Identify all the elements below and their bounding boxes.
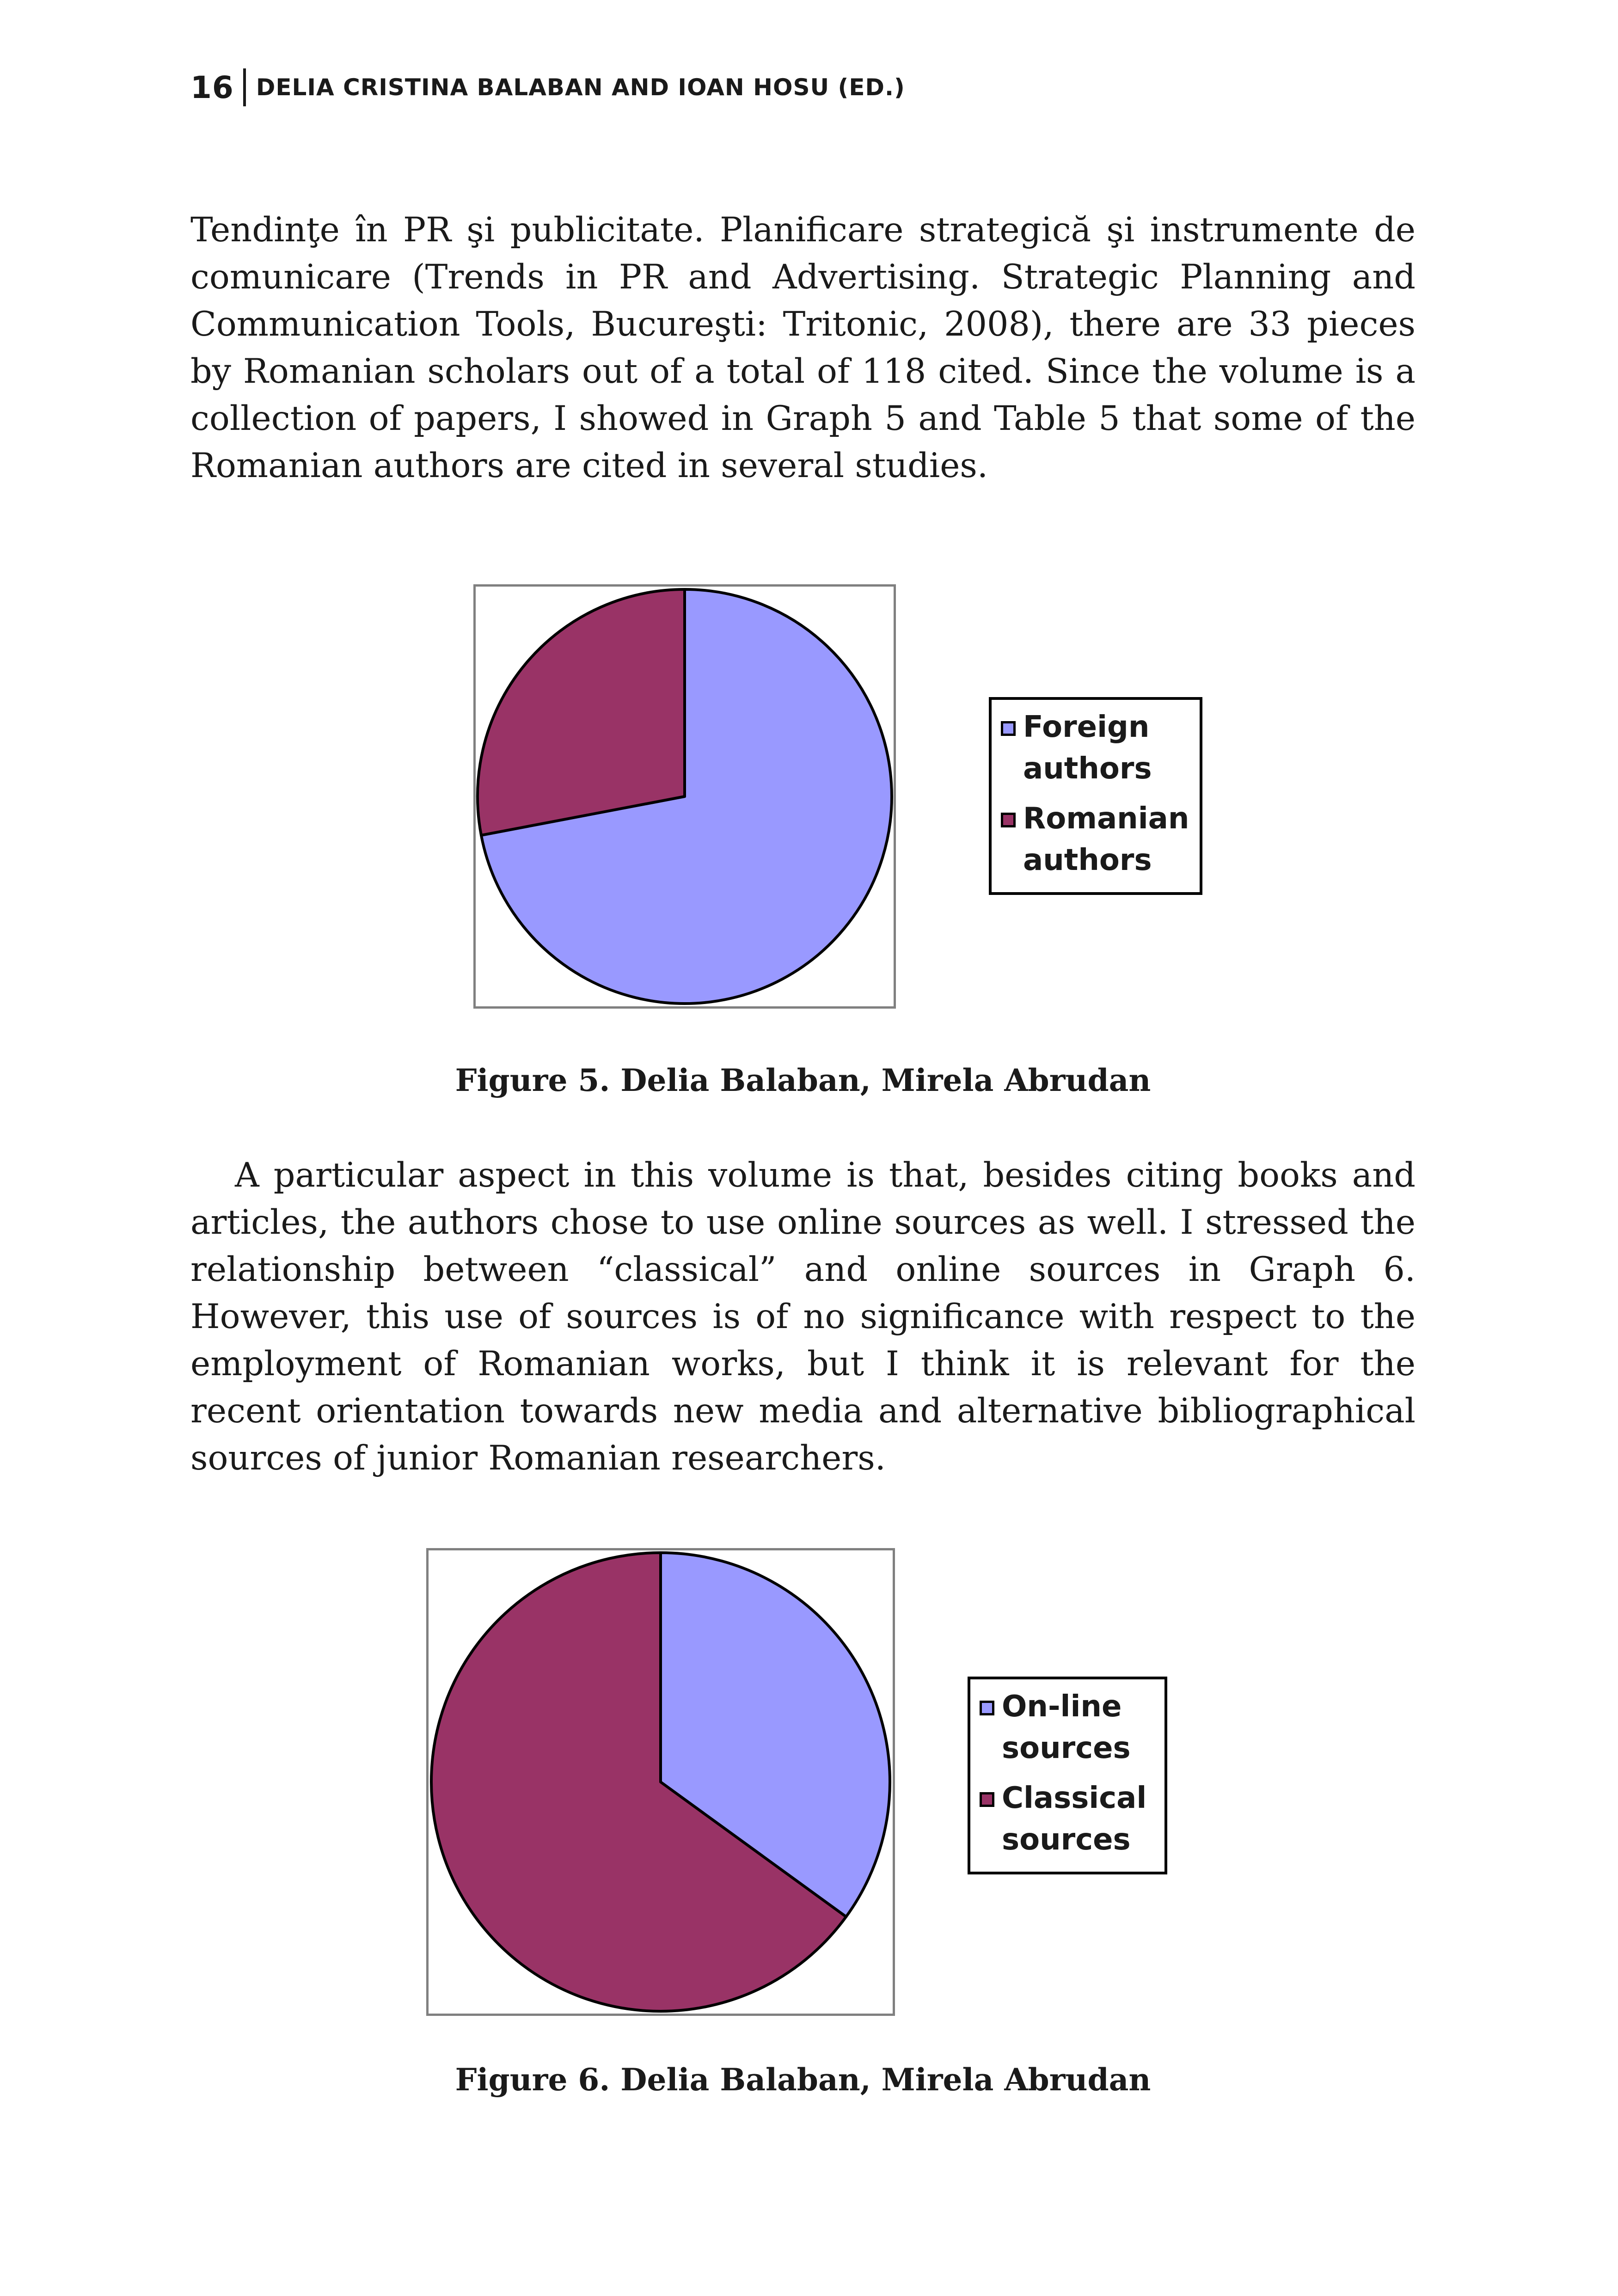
legend-label-online-sources: On-line sources bbox=[1002, 1690, 1131, 1765]
figure5-pie-svg bbox=[476, 587, 894, 1006]
figure5-chart bbox=[473, 584, 896, 1009]
body-paragraph-2: A particular aspect in this volume is that, besides citing books and articles, the authors chose to use online sources as well. I stressed the relationship between “classical” and online sources in Graph 6. However, this use of sources is of no significance with respect to the employment of Romanian works, but I think it is relevant for the recent orientation towards new media and alternative bibliographical sources of junior Romanian researchers. bbox=[190, 1156, 1416, 1478]
page-number: 16 bbox=[190, 69, 234, 105]
legend-item-romanian-authors bbox=[1001, 798, 1191, 881]
figure6-pie-svg bbox=[429, 1550, 893, 2014]
header-authors: DELIA CRISTINA BALABAN AND IOAN HOSU (ED.) bbox=[256, 74, 905, 101]
figure6-caption: Figure 6. Delia Balaban, Mirela Abrudan bbox=[455, 2062, 1151, 2098]
legend-swatch-classical-sources bbox=[980, 1792, 994, 1807]
figure6-chart bbox=[426, 1548, 895, 2016]
legend-label-romanian-authors: Romanian authors bbox=[1023, 802, 1189, 877]
figure5-legend bbox=[989, 697, 1202, 895]
legend-swatch-romanian-authors bbox=[1001, 813, 1016, 827]
body-paragraph-1: Tendinţe în PR şi publicitate. Planificare strategică şi instrumente de comunicare (Trends in PR and Advertising. Strategic Planning and Communication Tools, Bucureşti: Tritonic, 2008), there are 33 pieces by Romanian scholars out of a total of 118 cited. Since the volume is a collection of papers, I showed in Graph 5 and Table 5 that some of the Romanian authors are cited in several studies. bbox=[190, 210, 1416, 485]
legend-swatch-online-sources bbox=[980, 1701, 994, 1715]
legend-item-foreign-authors bbox=[1001, 706, 1191, 790]
legend-label-foreign-authors: Foreign authors bbox=[1023, 710, 1152, 786]
running-head bbox=[190, 68, 905, 106]
header-divider bbox=[243, 68, 246, 106]
legend-item-online-sources bbox=[980, 1686, 1156, 1769]
pie-slice-romanian-authors bbox=[478, 589, 685, 835]
figure5-caption: Figure 5. Delia Balaban, Mirela Abrudan bbox=[455, 1062, 1151, 1098]
figure6-legend bbox=[968, 1677, 1167, 1874]
legend-item-classical-sources bbox=[980, 1777, 1156, 1861]
legend-label-classical-sources: Classical sources bbox=[1002, 1781, 1147, 1857]
legend-swatch-foreign-authors bbox=[1001, 721, 1016, 736]
